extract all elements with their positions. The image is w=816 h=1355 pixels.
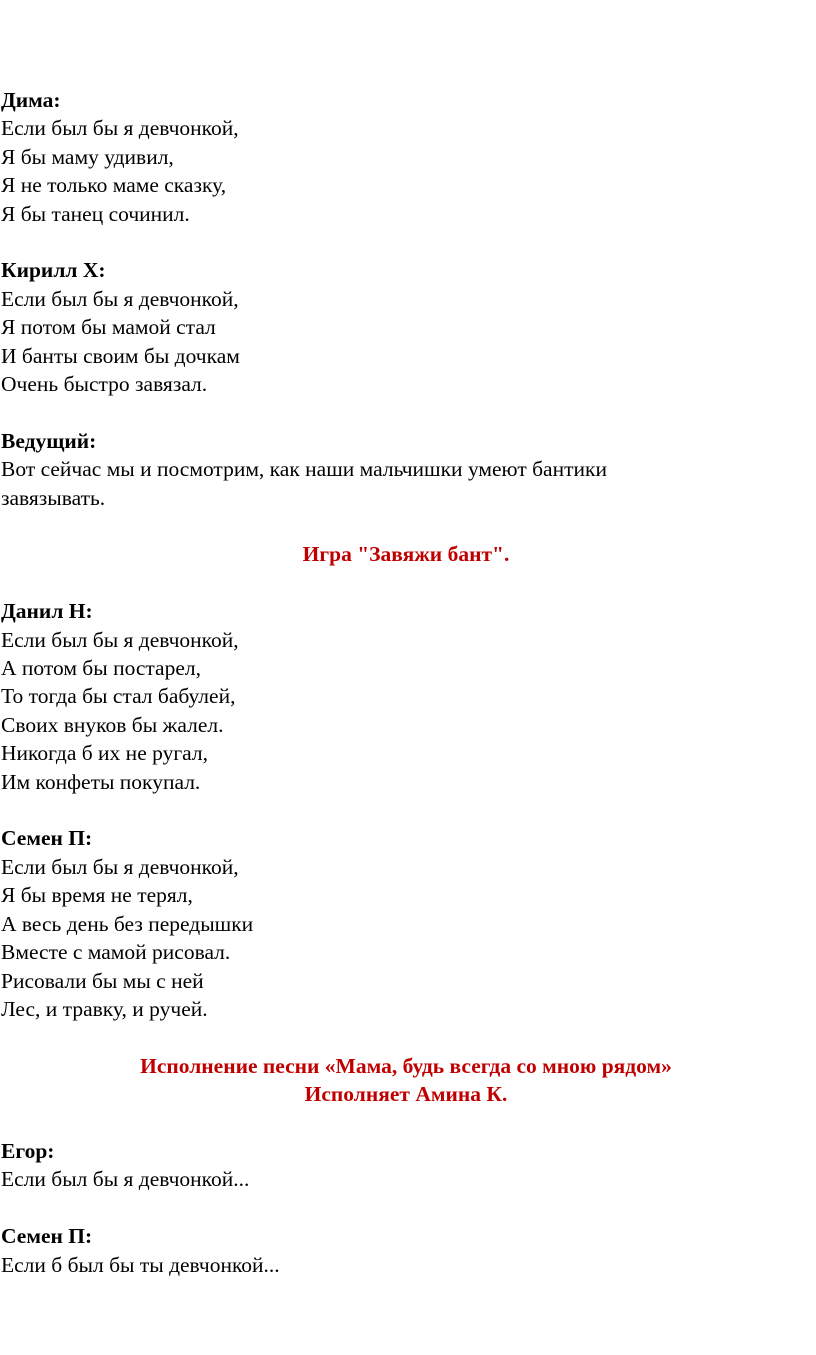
paragraph-gap <box>1 1023 811 1051</box>
verse-line: Лес, и травку, и ручей. <box>1 996 208 1021</box>
verse-line: Очень быстро завязал. <box>1 372 208 397</box>
verse-line: Если был бы я девчонкой... <box>1 1167 250 1192</box>
song-performer: Исполняет Амина К. <box>304 1082 508 1107</box>
verse-line: А потом бы постарел, <box>1 656 201 681</box>
verse-line: Я бы танец сочинил. <box>1 201 190 226</box>
verse-line: Если был бы я девчонкой, <box>1 854 239 879</box>
verse-line: Никогда б их не ругал, <box>1 741 208 766</box>
speaker-name: Семен П: <box>1 826 93 851</box>
verse-block <box>1 1137 811 1194</box>
speaker-name: Кирилл Х: <box>1 258 106 283</box>
speaker-name: Данил Н: <box>1 599 93 624</box>
verse-line: Я бы время не терял, <box>1 883 193 908</box>
song-heading-block <box>1 1052 811 1109</box>
verse-line: А весь день без передышки <box>1 911 254 936</box>
verse-line: То тогда бы стал бабулей, <box>1 684 236 709</box>
verse-block <box>1 86 811 228</box>
speaker-name: Егор: <box>1 1138 55 1163</box>
paragraph-gap <box>1 796 811 824</box>
verse-block <box>1 256 811 398</box>
verse-line: Если был бы я девчонкой, <box>1 286 239 311</box>
verse-line: Рисовали бы мы с ней <box>1 968 204 993</box>
paragraph-gap <box>1 398 811 426</box>
host-remark-block <box>1 427 811 512</box>
game-heading-block <box>1 540 811 568</box>
paragraph-gap <box>1 228 811 256</box>
verse-line: Если б был бы ты девчонкой... <box>1 1252 280 1277</box>
game-heading: Игра "Завяжи бант". <box>302 542 510 567</box>
paragraph-gap <box>1 1194 811 1222</box>
document-body <box>1 86 811 1279</box>
verse-line: Я потом бы мамой стал <box>1 315 216 340</box>
verse-line: Я бы маму удивил, <box>1 144 174 169</box>
speaker-name: Дима: <box>1 88 61 112</box>
paragraph-gap <box>1 569 811 597</box>
verse-block <box>1 1222 811 1279</box>
paragraph-gap <box>1 512 811 540</box>
verse-block <box>1 824 811 1023</box>
speaker-name: Ведущий: <box>1 428 97 453</box>
song-title: Исполнение песни «Мама, будь всегда со мною рядом» <box>140 1053 672 1078</box>
verse-line: Я не только маме сказку, <box>1 173 227 198</box>
verse-line: Вместе с мамой рисовал. <box>1 940 231 965</box>
verse-line: Своих внуков бы жалел. <box>1 712 224 737</box>
verse-line: Если был бы я девчонкой, <box>1 627 239 652</box>
paragraph-gap <box>1 1109 811 1137</box>
verse-line: Им конфеты покупал. <box>1 769 201 794</box>
speaker-name: Семен П: <box>1 1224 93 1249</box>
verse-block <box>1 597 811 796</box>
verse-line: Если был бы я девчонкой, <box>1 116 239 141</box>
host-remark-text: Вот сейчас мы и посмотрим, как наши мальчишки умеют бантики завязывать. <box>1 457 607 510</box>
verse-line: И банты своим бы дочкам <box>1 343 240 368</box>
